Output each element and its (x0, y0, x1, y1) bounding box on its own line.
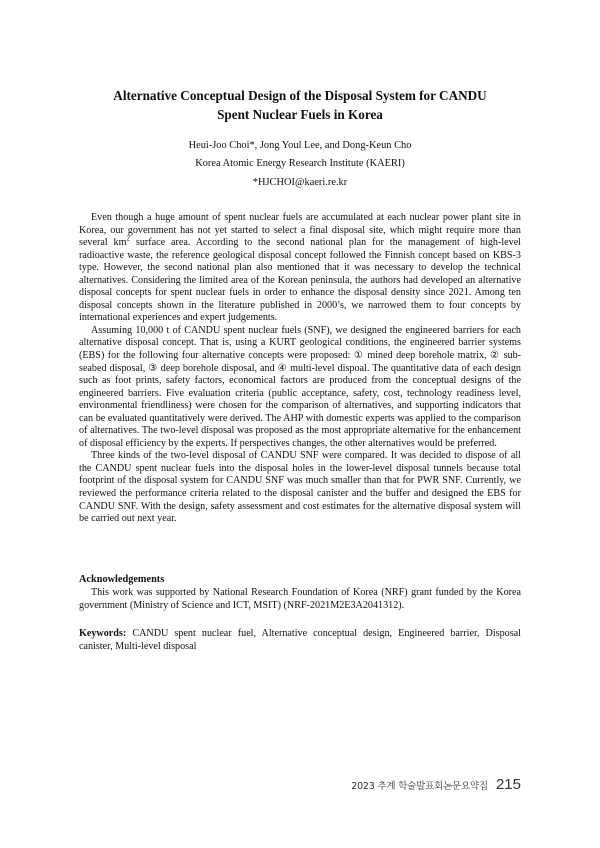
acknowledgements-heading: Acknowledgements (79, 574, 165, 585)
acknowledgements-text: This work was supported by National Research Foundation of Korea (NRF) grant funded by the Korea government (Ministry of Science and ICT, MSIT) (NRF-2021M2E3A2041312). (79, 587, 521, 611)
page-number: 215 (495, 776, 521, 793)
paragraph-1 (79, 212, 521, 325)
paragraph-1-part-b: surface area. According to the second national plan for the management of high-level radioactive waste, the reference geological disposal concept followed the Finnish concept based on KBS-3 type. However, the second national plan also mentioned that it was necessary to develop the technical alternatives. Considering the limited area of the Korean peninsula, the authors had developed an alternative disposal concepts for spent nuclear fuels in order to enhance the disposal density since 2021. Among ten disposal concepts shown in the literature published in 2000’s, we narrowed them to four concepts by international experiences and expert judgements. (79, 237, 521, 324)
keywords-label: Keywords: (79, 628, 127, 639)
abstract-body (79, 212, 521, 526)
paper-title (60, 86, 540, 124)
page-footer (351, 776, 521, 793)
title-line-2: Spent Nuclear Fuels in Korea (217, 107, 383, 122)
superscript-2: 2 (126, 234, 130, 243)
keywords (79, 627, 521, 653)
author-list: Heui-Joo Choi*, Jong Youl Lee, and Dong-Keun Cho (188, 140, 412, 151)
keywords-text: CANDU spent nuclear fuel, Alternative conceptual design, Engineered barrier, Disposal canister, Multi-level disposal (79, 628, 521, 652)
conference-name: 2023 추계 학술발표회논문요약집 (351, 781, 488, 792)
paragraph-1-part-a: Even though a huge amount of spent nuclear fuels are accumulated at each nuclear power plant site in Korea, our government has not yet started to select a final disposal site, which might require more than several km (79, 212, 521, 249)
affiliation: Korea Atomic Energy Research Institute (KAERI) (195, 158, 405, 169)
title-line-1: Alternative Conceptual Design of the Disposal System for CANDU (113, 88, 487, 103)
paragraph-2: Assuming 10,000 t of CANDU spent nuclear fuels (SNF), we designed the engineered barriers for each alternative disposal concept. That is, using a KURT geological conditions, the engineered barrier systems (EBS) for the following four alternative concepts were proposed: ① mined deep borehole matrix, ② sub-seabed disposal, ③ deep borehole disposal, and ④ multi-level dispoal. The quantitative data of each design such as foot prints, safety factors, economical factors are produced from the conceptual designs of the engineered barriers. Five evaluation criteria (public acceptance, safety, cost, technology readiness level, environmental friendliness) were chosen for the comparison of alternatives, and supporting indicators that can be evaluated quantitatively were derived. The AHP with domestic experts was applied to the comparison of alternatives. The two-level disposal was proposed as the most appropriate alternative for the enhancement of disposal efficiency by the experts. If perspectives changes, the other alternatives would be preferred. (79, 324, 521, 449)
contact-email: *HJCHOI@kaeri.re.kr (252, 177, 348, 188)
paragraph-3: Three kinds of the two-level disposal of CANDU SNF were compared. It was decided to dispose of all the CANDU spent nuclear fuels into the disposal holes in the lower-level disposal tunnels because total footprint of the disposal system for CANDU SNF was much smaller than that for PWR SNF. Currently, we reviewed the performance criteria related to the disposal canister and the buffer and designed the EBS for CANDU SNF. With the design, safety assessment and cost estimates for the alternative disposal system will be carried out next year. (79, 450, 521, 525)
